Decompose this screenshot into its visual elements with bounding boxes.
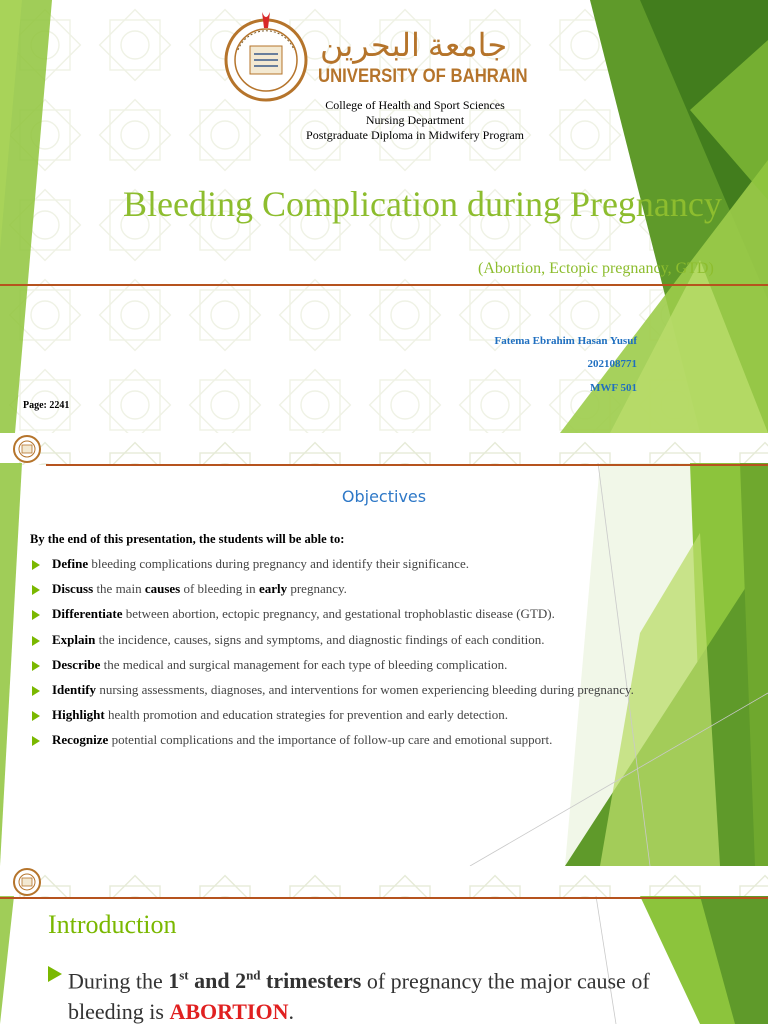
course-code: MWF 501 bbox=[590, 382, 637, 394]
header-divider bbox=[46, 464, 768, 466]
objectives-title: Objectives bbox=[341, 487, 427, 506]
green-triangle-bullet-icon bbox=[32, 560, 40, 570]
objective-item: Recognize potential complications and the importance of follow-up care and emotional support. bbox=[52, 732, 553, 748]
objective-item: Define bleeding complications during pregnancy and identify their significance. bbox=[52, 556, 469, 571]
abortion-emphasis: ABORTION bbox=[169, 999, 289, 1024]
green-triangle-bullet-icon bbox=[32, 610, 40, 620]
objective-item: Differentiate between abortion, ectopic pregnancy, and gestational trophoblastic disease (GTD). bbox=[52, 606, 555, 622]
university-logo-small-icon bbox=[12, 867, 42, 897]
green-triangle-bullet-icon bbox=[32, 636, 40, 646]
objectives-slide bbox=[0, 433, 768, 866]
page-number: Page: 2241 bbox=[23, 400, 70, 411]
title-divider bbox=[0, 284, 768, 286]
green-triangle-bullet-icon bbox=[32, 711, 40, 721]
green-triangle-bullet-icon bbox=[32, 661, 40, 671]
university-logo-seal bbox=[224, 10, 310, 104]
university-logo-small-icon bbox=[12, 434, 42, 464]
green-triangle-bullet-icon bbox=[48, 966, 62, 982]
college-line-2: Nursing Department bbox=[365, 113, 465, 127]
title-slide bbox=[0, 0, 768, 433]
green-triangle-bullet-icon bbox=[32, 736, 40, 746]
green-triangle-bullet-icon bbox=[32, 585, 40, 595]
university-name-arabic: جامعة البحرين bbox=[320, 27, 508, 63]
author-name: Fatema Ebrahim Hasan Yusuf bbox=[494, 335, 637, 347]
green-triangle-bullet-icon bbox=[32, 686, 40, 696]
objective-item: Discuss the main causes of bleeding in early pregnancy. bbox=[52, 581, 347, 597]
objective-item: Explain the incidence, causes, signs and symptoms, and diagnostic findings of each condition. bbox=[52, 631, 545, 647]
author-id: 202108771 bbox=[587, 358, 637, 370]
presentation-title: Bleeding Complication during Pregnancy bbox=[123, 184, 722, 224]
introduction-text: During the 1st and 2nd trimesters of pregnancy the major cause of bleeding is ABORTION. bbox=[68, 968, 650, 1024]
introduction-slide bbox=[0, 866, 768, 1024]
introduction-title: Introduction bbox=[48, 910, 177, 939]
objectives-intro: By the end of this presentation, the students will be able to: bbox=[30, 532, 345, 546]
college-line-1: College of Health and Sport Sciences bbox=[325, 98, 505, 112]
header-divider bbox=[0, 897, 768, 899]
university-name-english: UNIVERSITY OF BAHRAIN bbox=[318, 66, 528, 87]
objective-item: Describe the medical and surgical management for each type of bleeding complication. bbox=[52, 656, 508, 672]
college-line-3: Postgraduate Diploma in Midwifery Program bbox=[306, 128, 524, 142]
objective-item: Highlight health promotion and education strategies for prevention and early detection. bbox=[52, 707, 508, 723]
objective-item: Identify nursing assessments, diagnoses, and interventions for women experiencing bleeding during pregnancy. bbox=[52, 682, 634, 697]
presentation-subtitle: (Abortion, Ectopic pregnancy, GTD) bbox=[478, 260, 714, 277]
